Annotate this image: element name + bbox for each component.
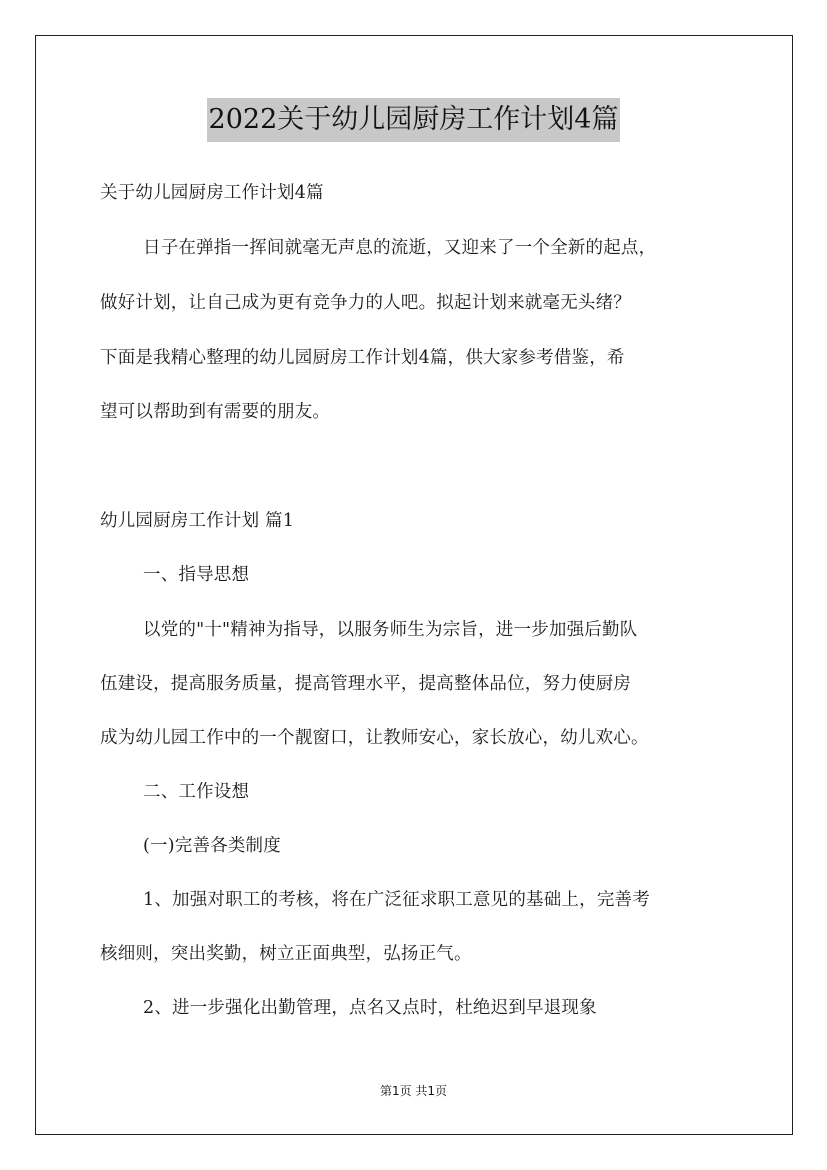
item1-line-1: 1、加强对职工的考核，将在广泛征求职工意见的基础上，完善考: [143, 890, 650, 910]
title-container: [0, 98, 827, 142]
part1-heading: 一、指导思想: [143, 565, 250, 585]
page-footer: 第1页 共1页: [379, 1084, 448, 1098]
item2-line: 2、进一步强化出勤管理，点名又点时，杜绝迟到早退现象: [143, 998, 597, 1018]
document-subtitle: 关于幼儿园厨房工作计划4篇: [100, 183, 324, 203]
part1-line-2: 伍建设，提高服务质量，提高管理水平，提高整体品位，努力使厨房: [100, 674, 631, 694]
intro-line-2: 做好计划，让自己成为更有竞争力的人吧。拟起计划来就毫无头绪？: [100, 293, 631, 313]
sub1-heading: (一)完善各类制度: [143, 836, 281, 856]
document-title: 2022关于幼儿园厨房工作计划4篇: [207, 98, 621, 142]
part1-line-3: 成为幼儿园工作中的一个靓窗口，让教师安心，家长放心，幼儿欢心。: [100, 728, 649, 748]
intro-line-4: 望可以帮助到有需要的朋友。: [100, 402, 331, 422]
part1-line-1: 以党的"十"精神为指导，以服务师生为宗旨，进一步加强后勤队: [143, 620, 638, 640]
item1-line-2: 核细则，突出奖勤，树立正面典型，弘扬正气。: [100, 944, 472, 964]
part2-heading: 二、工作设想: [143, 782, 250, 802]
intro-line-1: 日子在弹指一挥间就毫无声息的流逝，又迎来了一个全新的起点，: [143, 238, 657, 258]
section-heading: 幼儿园厨房工作计划 篇1: [100, 511, 295, 531]
intro-line-3: 下面是我精心整理的幼儿园厨房工作计划4篇，供大家参考借鉴，希: [100, 348, 625, 368]
